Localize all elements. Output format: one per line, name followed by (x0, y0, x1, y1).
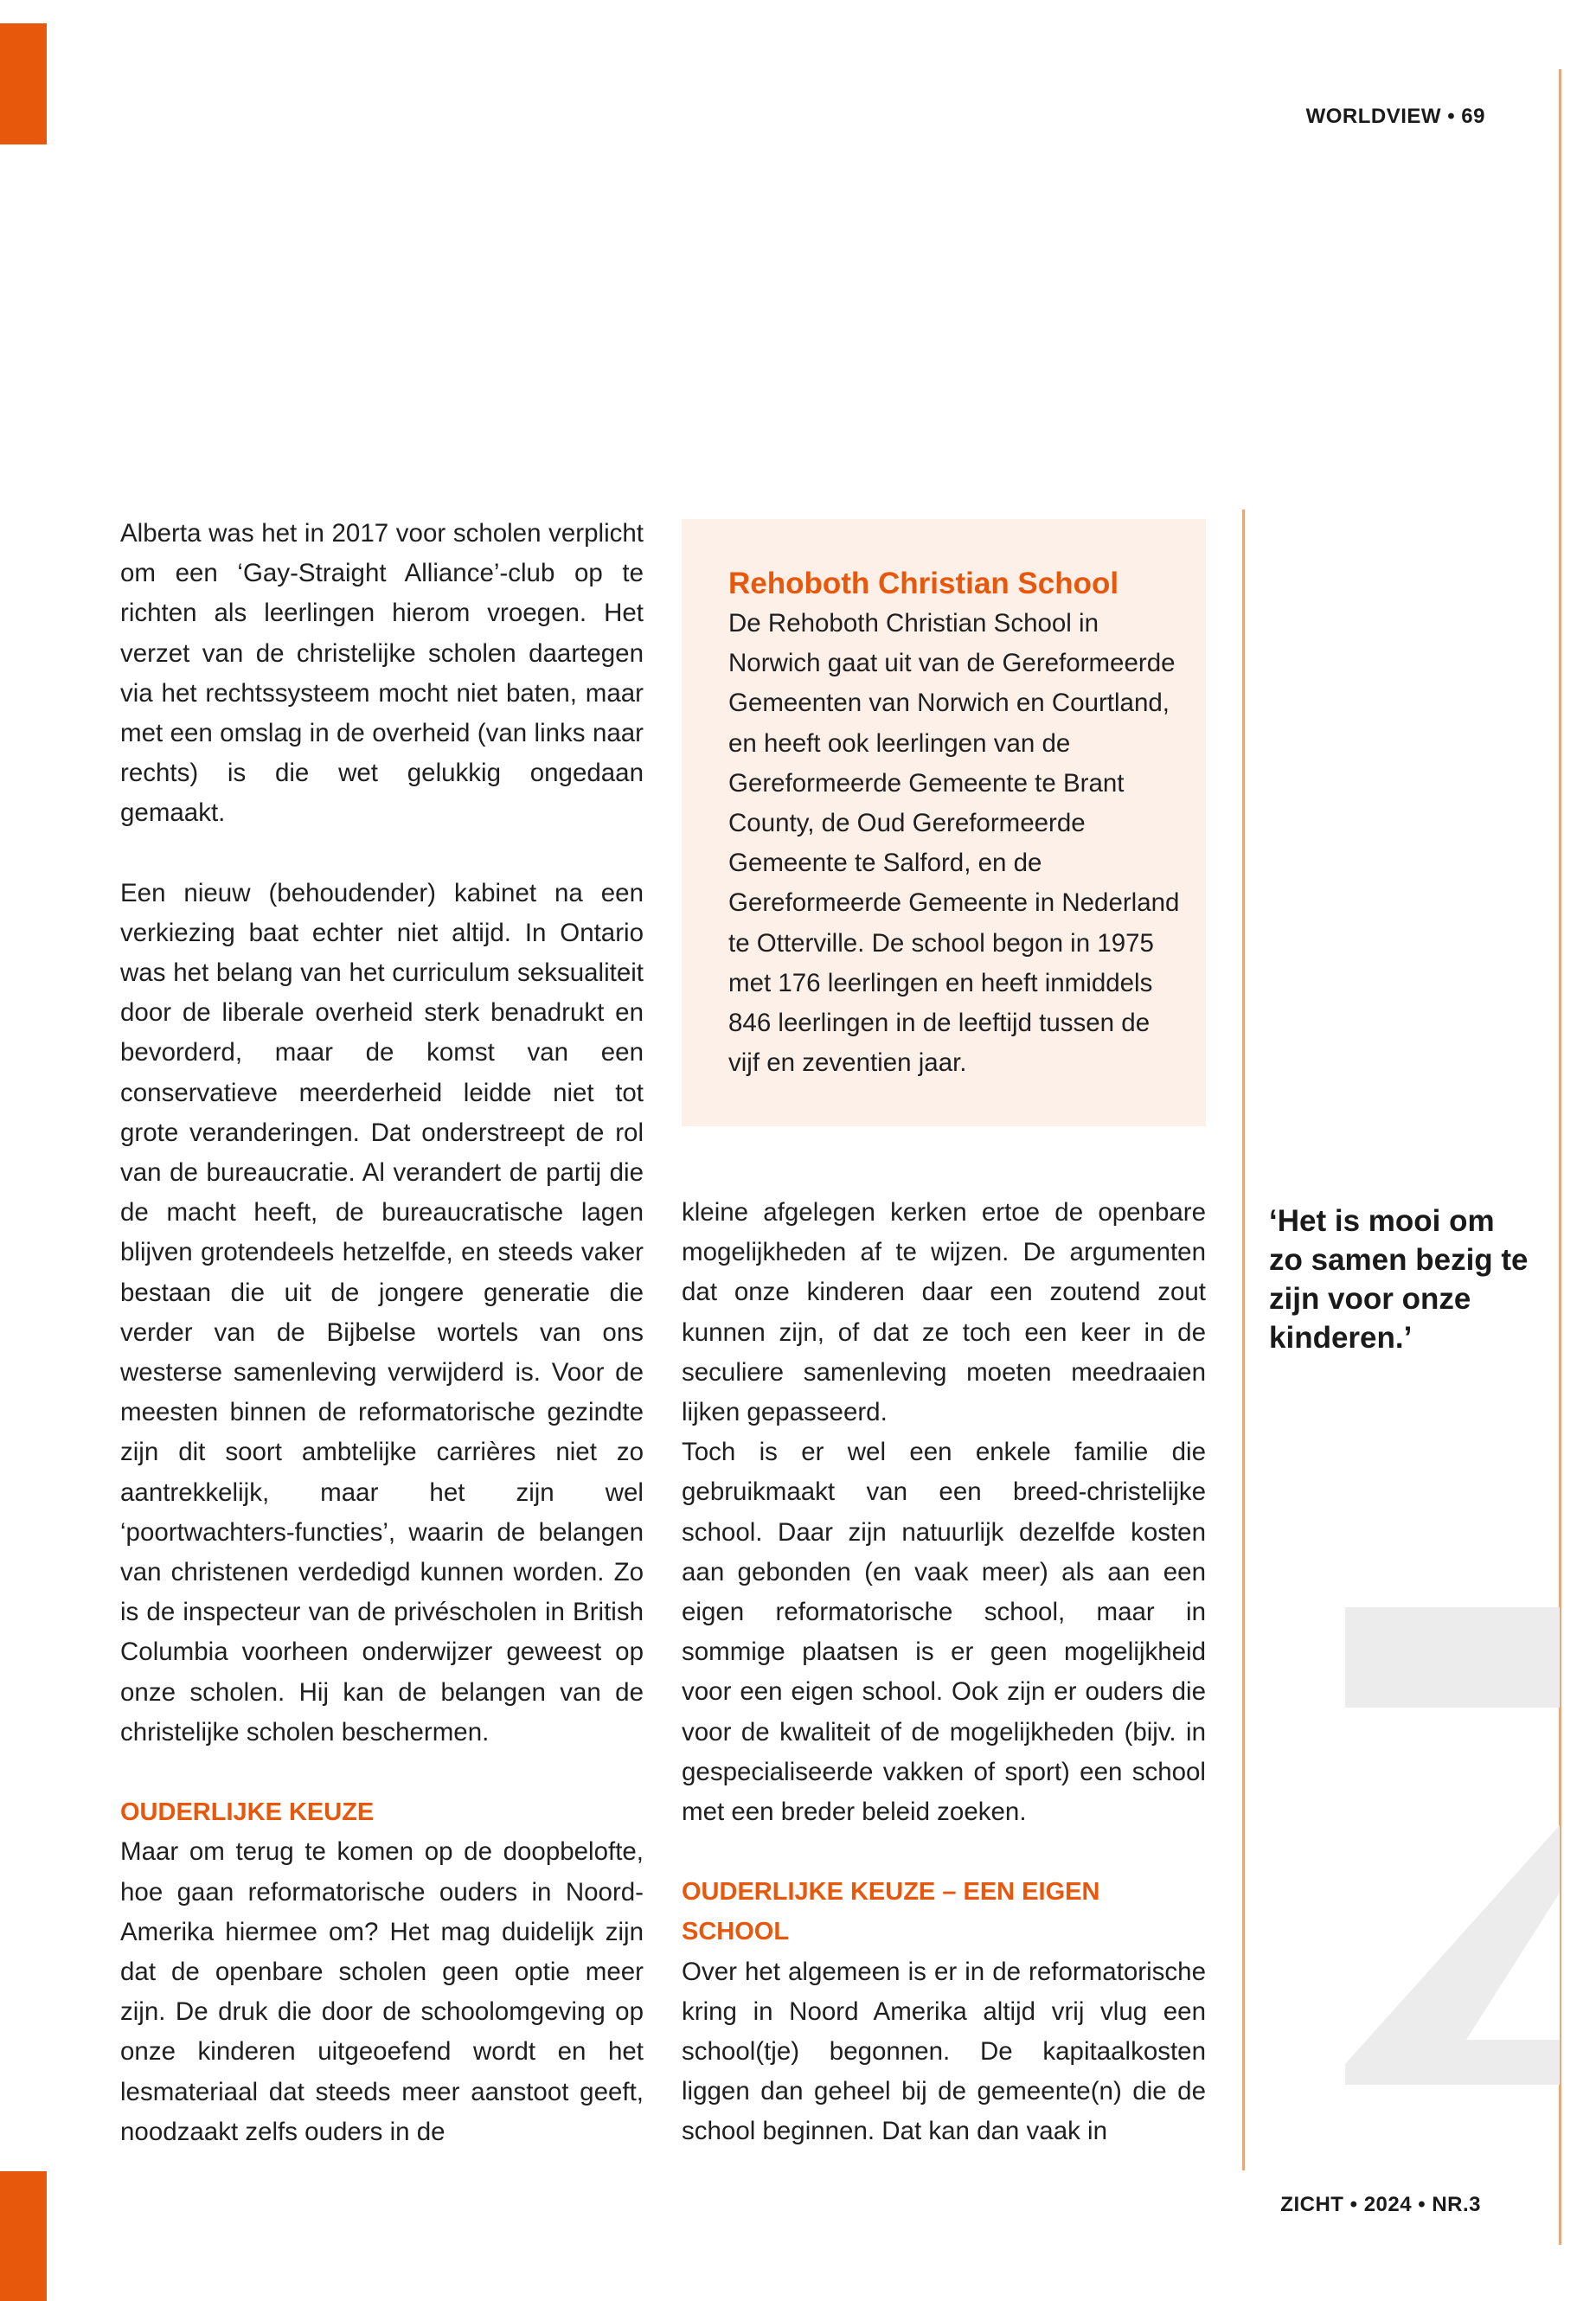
paragraph: Alberta was het in 2017 voor scholen verplicht om een ‘Gay-Straight Alliance’-club op te richten als leerlingen hierom vroegen. Het verzet van de christelijke scholen daartegen via het rechtssysteem mocht niet baten, maar met een omslag in de overheid (van links naar rechts) is die wet gelukkig ongedaan gemaakt. (120, 519, 644, 828)
sidebar-title: Rehoboth Christian School (728, 567, 1119, 600)
orange-edge-tab-top (0, 23, 47, 144)
sidebar-body: De Rehoboth Christian School in Norwich gaat uit van de Gereformeerde Gemeenten van Norwich en Courtland, en heeft ook leerlingen van de Gereformeerde Gemeente te Brant County, de Oud Gereformeerde Gemeente te Salford, en de Gereformeerde Gemeente in Nederland te Otterville. De school begon in 1975 met 176 leerlingen en heeft inmiddels 846 leerlingen in de leeftijd tussen de vijf en zeventien jaar. (728, 609, 1180, 1078)
paragraph: Een nieuw (behoudender) kabinet na een verkiezing baat echter niet altijd. In Ontario was het belang van het curriculum seksualiteit door de liberale overheid sterk benadrukt en bevorderd, maar de komst van een conservatieve meerderheid leidde niet tot grote veranderingen. Dat onderstreept de rol van de bureaucratie. Al verandert de partij die de macht heeft, de bureaucratische lagen blijven grotendeels hetzelfde, en steeds vaker bestaan die uit de jongere generatie die verder van de Bijbelse wortels van ons westerse samenleving verwijderd is. Voor de meesten binnen de reformatorische gezindte zijn dit soort ambtelijke carrières niet zo aantrekkelijk, maar het zijn wel ‘poortwachters-functies’, waarin de belangen van christenen verdedigd kunnen worden. Zo is de inspecteur van de privéscholen in British Columbia voorheen onderwijzer geweest op onze scholen. Hij kan de belangen van de christelijke scholen beschermen. (120, 878, 644, 1747)
paragraph: Toch is er wel een enkele familie die gebruikmaakt van een breed-christelijke school. Daar zijn natuurlijk dezelfde kosten aan gebonden (en vaak meer) als aan een eigen reformatorische school, maar in sommige plaatsen is er geen mogelijkheid voor een eigen school. Ook zijn er ouders die voor de kwaliteit of de mogelijkheden (bijv. in gespecialiseerde vakken of sport) een school met een breder beleid zoeken. (682, 1438, 1206, 1827)
section-heading: OUDERLIJKE KEUZE (120, 1798, 375, 1827)
info-sidebar-box (682, 519, 1206, 1126)
paragraph: kleine afgelegen kerken ertoe de openbare mogelijkheden af te wijzen. De argumenten dat onze kinderen daar een zoutend zout kunnen zijn, of dat ze toch een keer in de seculiere samenleving moeten meedraaien lijken gepasseerd. (682, 1198, 1206, 1427)
section-heading: OUDERLIJKE KEUZE – EEN EIGEN SCHOOL (682, 1878, 1100, 1946)
decorative-z-shape (1345, 1607, 1560, 2085)
pull-quote: ‘Het is mooi om zo samen bezig te zijn voor onze kinderen.’ (1269, 1204, 1529, 1355)
left-column (120, 514, 644, 2152)
running-footer: ZICHT • 2024 • NR.3 (1280, 2193, 1481, 2216)
pull-quote-divider (1242, 510, 1245, 2170)
middle-column (682, 1193, 1206, 2152)
paragraph: Over het algemeen is er in de reformatorische kring in Noord Amerika altijd vrij vlug een school(tje) begonnen. De kapitaalkosten liggen dan geheel bij de gemeente(n) die de school beginnen. Dat kan dan vaak in (682, 1957, 1206, 2146)
orange-edge-tab-bottom (0, 2171, 47, 2301)
paragraph: Maar om terug te komen op de doopbelofte, hoe gaan reformatorische ouders in Noord-Amerika hiermee om? Het mag duidelijk zijn dat de openbare scholen geen optie meer zijn. De druk die door de schoolomgeving op onze kinderen uitgeoefend wordt en het lesmateriaal dat steeds meer aanstoot geeft, noodzaakt zelfs ouders in de (120, 1837, 644, 2146)
running-header: WORLDVIEW • 69 (1305, 105, 1485, 128)
